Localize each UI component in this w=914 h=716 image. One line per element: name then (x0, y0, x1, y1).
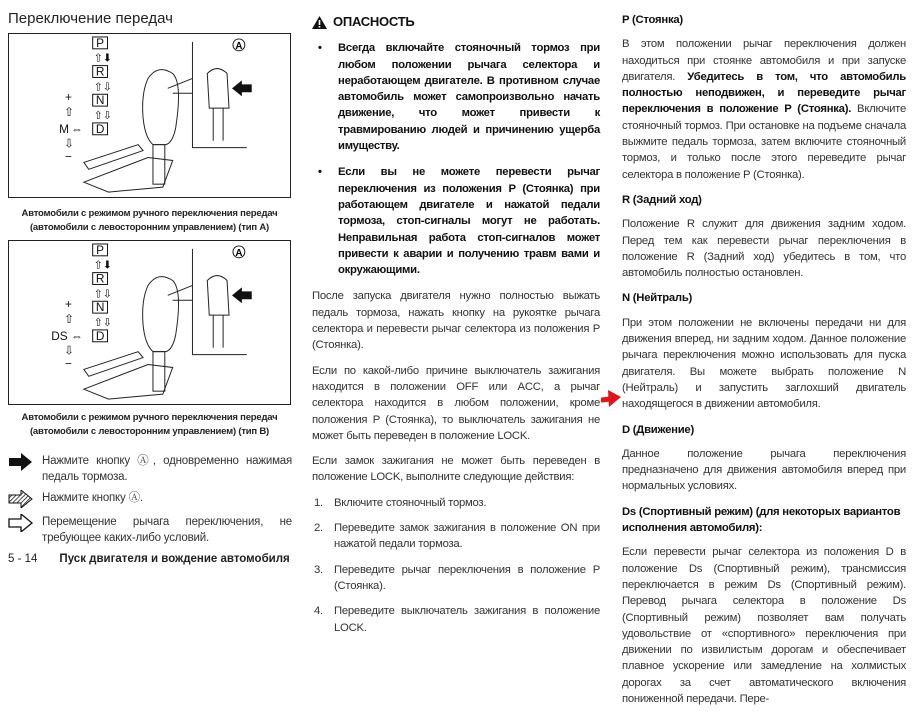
page-number: 5 - 14 (8, 553, 38, 565)
minus-label: − (65, 149, 72, 164)
button-a-label: A (235, 247, 243, 259)
push-arrow-icon (232, 80, 252, 96)
heading-sport: Ds (Спортивный режим) (для некоторых вариантов исполнения автомобиля): (622, 505, 901, 535)
heading-park: P (Стоянка) (622, 14, 683, 26)
arrow-up-down-icon: ⇧⬇ (93, 259, 112, 272)
arrow-down-icon: ⇩ (64, 343, 74, 358)
paragraph-sport: Если перевести рычаг селектора из положения D в положение Ds (Спортивный режим), трансмиссия переключается в режим Ds (Спортивный режим). Перевод рычага селектора в положение Ds (Спортивный режим) позволяет вам получать удовольствие от «спортивного» переключения при движении по извилистым дорогам и обеспечивает плавное ускорение или замедление на холмистых дорогах за счет автоматического включения пониженной передачи. Пере- (622, 546, 906, 705)
figure-shifter-type-a (8, 33, 291, 198)
arrow-left-right-icon: ⇔ (70, 121, 83, 136)
paragraph-neutral: При этом положении не включены передачи ни для движения вперед, ни задним ходом. Данное положение рычага переключения можно использовать для пуска двигателя. Вы можете выбрать положение N (Нейтраль) и запустить заглохший двигатель находящегося в движении автомобиля. (622, 316, 906, 411)
danger-item: • Всегда включайте стояночный тормоз при любом положении рычага селектора и неработающем двигателе. В противном случае автомобиль может самопроизвольно начать движение, что может привести к травмированию людей и причинению ущерба имуществу. (312, 40, 600, 154)
arrow-up-icon: ⇧ (64, 311, 74, 326)
paragraph: Если по какой-либо причине выключатель зажигания находится в положении OFF или ACC, а рычаг селектора находится в любом положении, кроме положения P (Стоянка), то выключатель зажигания не может быть переведен в положение LOCK. (312, 364, 600, 442)
gear-n-label: N (95, 300, 105, 315)
paragraph-drive: Данное положение рычага переключения предназначено для движения автомобиля вперед при нормальных условиях. (622, 447, 906, 493)
steps-list (312, 495, 600, 636)
figure-shifter-type-b (8, 240, 291, 405)
danger-item: • Если вы не можете перевести рычаг переключения из положения P (Стоянка) при работающем двигателе и нажатой педали тормоза, стоп-сигналы могут не работать. Неправильная работа стоп-сигналов может привести к аварии и получению травм вами и окружающими. (312, 164, 600, 278)
legend-item: Нажмите кнопку Ⓐ. (8, 490, 292, 506)
button-a-label: A (235, 40, 243, 52)
arrow-up-down-icon: ⇧⬇ (93, 52, 112, 65)
mode-label: M (59, 121, 69, 136)
gear-p-label: P (96, 35, 105, 50)
section-name: Пуск двигателя и вождение автомобиля (59, 553, 290, 565)
plus-label: + (65, 297, 72, 312)
arrow-up-down-icon: ⇧⇩ (93, 81, 112, 94)
plus-label: + (65, 90, 72, 105)
arrow-up-icon: ⇧ (64, 104, 74, 119)
mode-label: DS (51, 328, 68, 343)
danger-heading (312, 14, 600, 30)
arrow-down-icon: ⇩ (64, 136, 74, 151)
paragraph-reverse: Положение R служит для движения задним ходом. Перед тем как перевести рычаг переключения в положение R (Задний ход) убедитесь в том, что автомобиль полностью остановлен. (622, 218, 906, 280)
danger-title: ОПАСНОСТЬ (333, 14, 415, 29)
paragraph-park: В этом положении рычаг переключения должен находиться при стоянке автомобиля и при запуске двигателя. Убедитесь в том, что автомобиль полностью неподвижен, и переведите рычаг переключения в положение P (Стоянка). Включите стояночный тормоз. При остановке на подъеме сначала выжмите педаль тормоза, затем включите стояночный тормоз, и только после этого переведите рычаг селектора в положение P (Стоянка). (622, 38, 906, 181)
hatched-arrow-icon (8, 490, 34, 508)
minus-label: − (65, 356, 72, 371)
right-column (622, 12, 906, 716)
gear-d-label: D (95, 328, 105, 343)
step-item: 1. Включите стояночный тормоз. (314, 496, 487, 509)
push-arrow-icon (232, 287, 252, 303)
caption-line: (автомобили с левосторонним управлением) (тип А) (29, 222, 270, 233)
figure-b-caption (8, 411, 291, 439)
arrow-left-right-icon: ⇔ (70, 328, 83, 343)
outline-arrow-icon (8, 514, 34, 532)
heading-neutral: N (Нейтраль) (622, 292, 693, 305)
solid-arrow-icon (8, 453, 34, 471)
caption-line: Автомобили с режимом ручного переключения передач (21, 412, 278, 423)
heading-drive: D (Движение) (622, 423, 694, 436)
step-item: 3. Переведите рычаг переключения в положение P (Стоянка). (314, 563, 600, 592)
arrow-up-down-icon: ⇧⇩ (93, 109, 112, 122)
caption-line: (автомобили с левосторонним управлением) (тип В) (29, 426, 270, 437)
gear-p-label: P (96, 242, 105, 257)
warning-triangle-icon (312, 16, 327, 29)
figure-a-caption (8, 207, 291, 235)
arrow-up-down-icon: ⇧⇩ (93, 316, 112, 329)
gear-r-label: R (95, 271, 105, 286)
legend-item: Перемещение рычага переключения, не требующее каких-либо условий. (8, 514, 292, 546)
page-footer (8, 553, 290, 565)
gear-d-label: D (95, 121, 105, 136)
arrow-up-down-icon: ⇧⇩ (93, 288, 112, 301)
caption-line: Автомобили с режимом ручного переключения передач (21, 208, 278, 219)
legend-item: Нажмите кнопку Ⓐ, одновременно нажимая педаль тормоза. (8, 453, 292, 485)
middle-column (312, 14, 600, 645)
step-item: 4. Переведите выключатель зажигания в положение LOCK. (314, 605, 600, 634)
paragraph: После запуска двигателя нужно полностью выжать педаль тормоза, нажать кнопку на рукоятке рычага селектора и перевести рычаг селектора из положения P (Стоянка). (312, 290, 600, 352)
shifter-diagram (9, 241, 290, 404)
step-item: 2. Переведите замок зажигания в положение ON при нажатой педали тормоза. (314, 522, 600, 551)
heading-reverse: R (Задний ход) (622, 193, 702, 206)
shifter-diagram (9, 34, 290, 197)
gear-r-label: R (95, 64, 105, 79)
gear-n-label: N (95, 93, 105, 108)
danger-list (312, 40, 600, 278)
section-title: Переключение передач (8, 10, 173, 27)
paragraph: Если замок зажигания не может быть переведен в положение LOCK, выполните следующие действия: (312, 455, 600, 484)
red-annotation-arrow-icon (601, 388, 621, 410)
